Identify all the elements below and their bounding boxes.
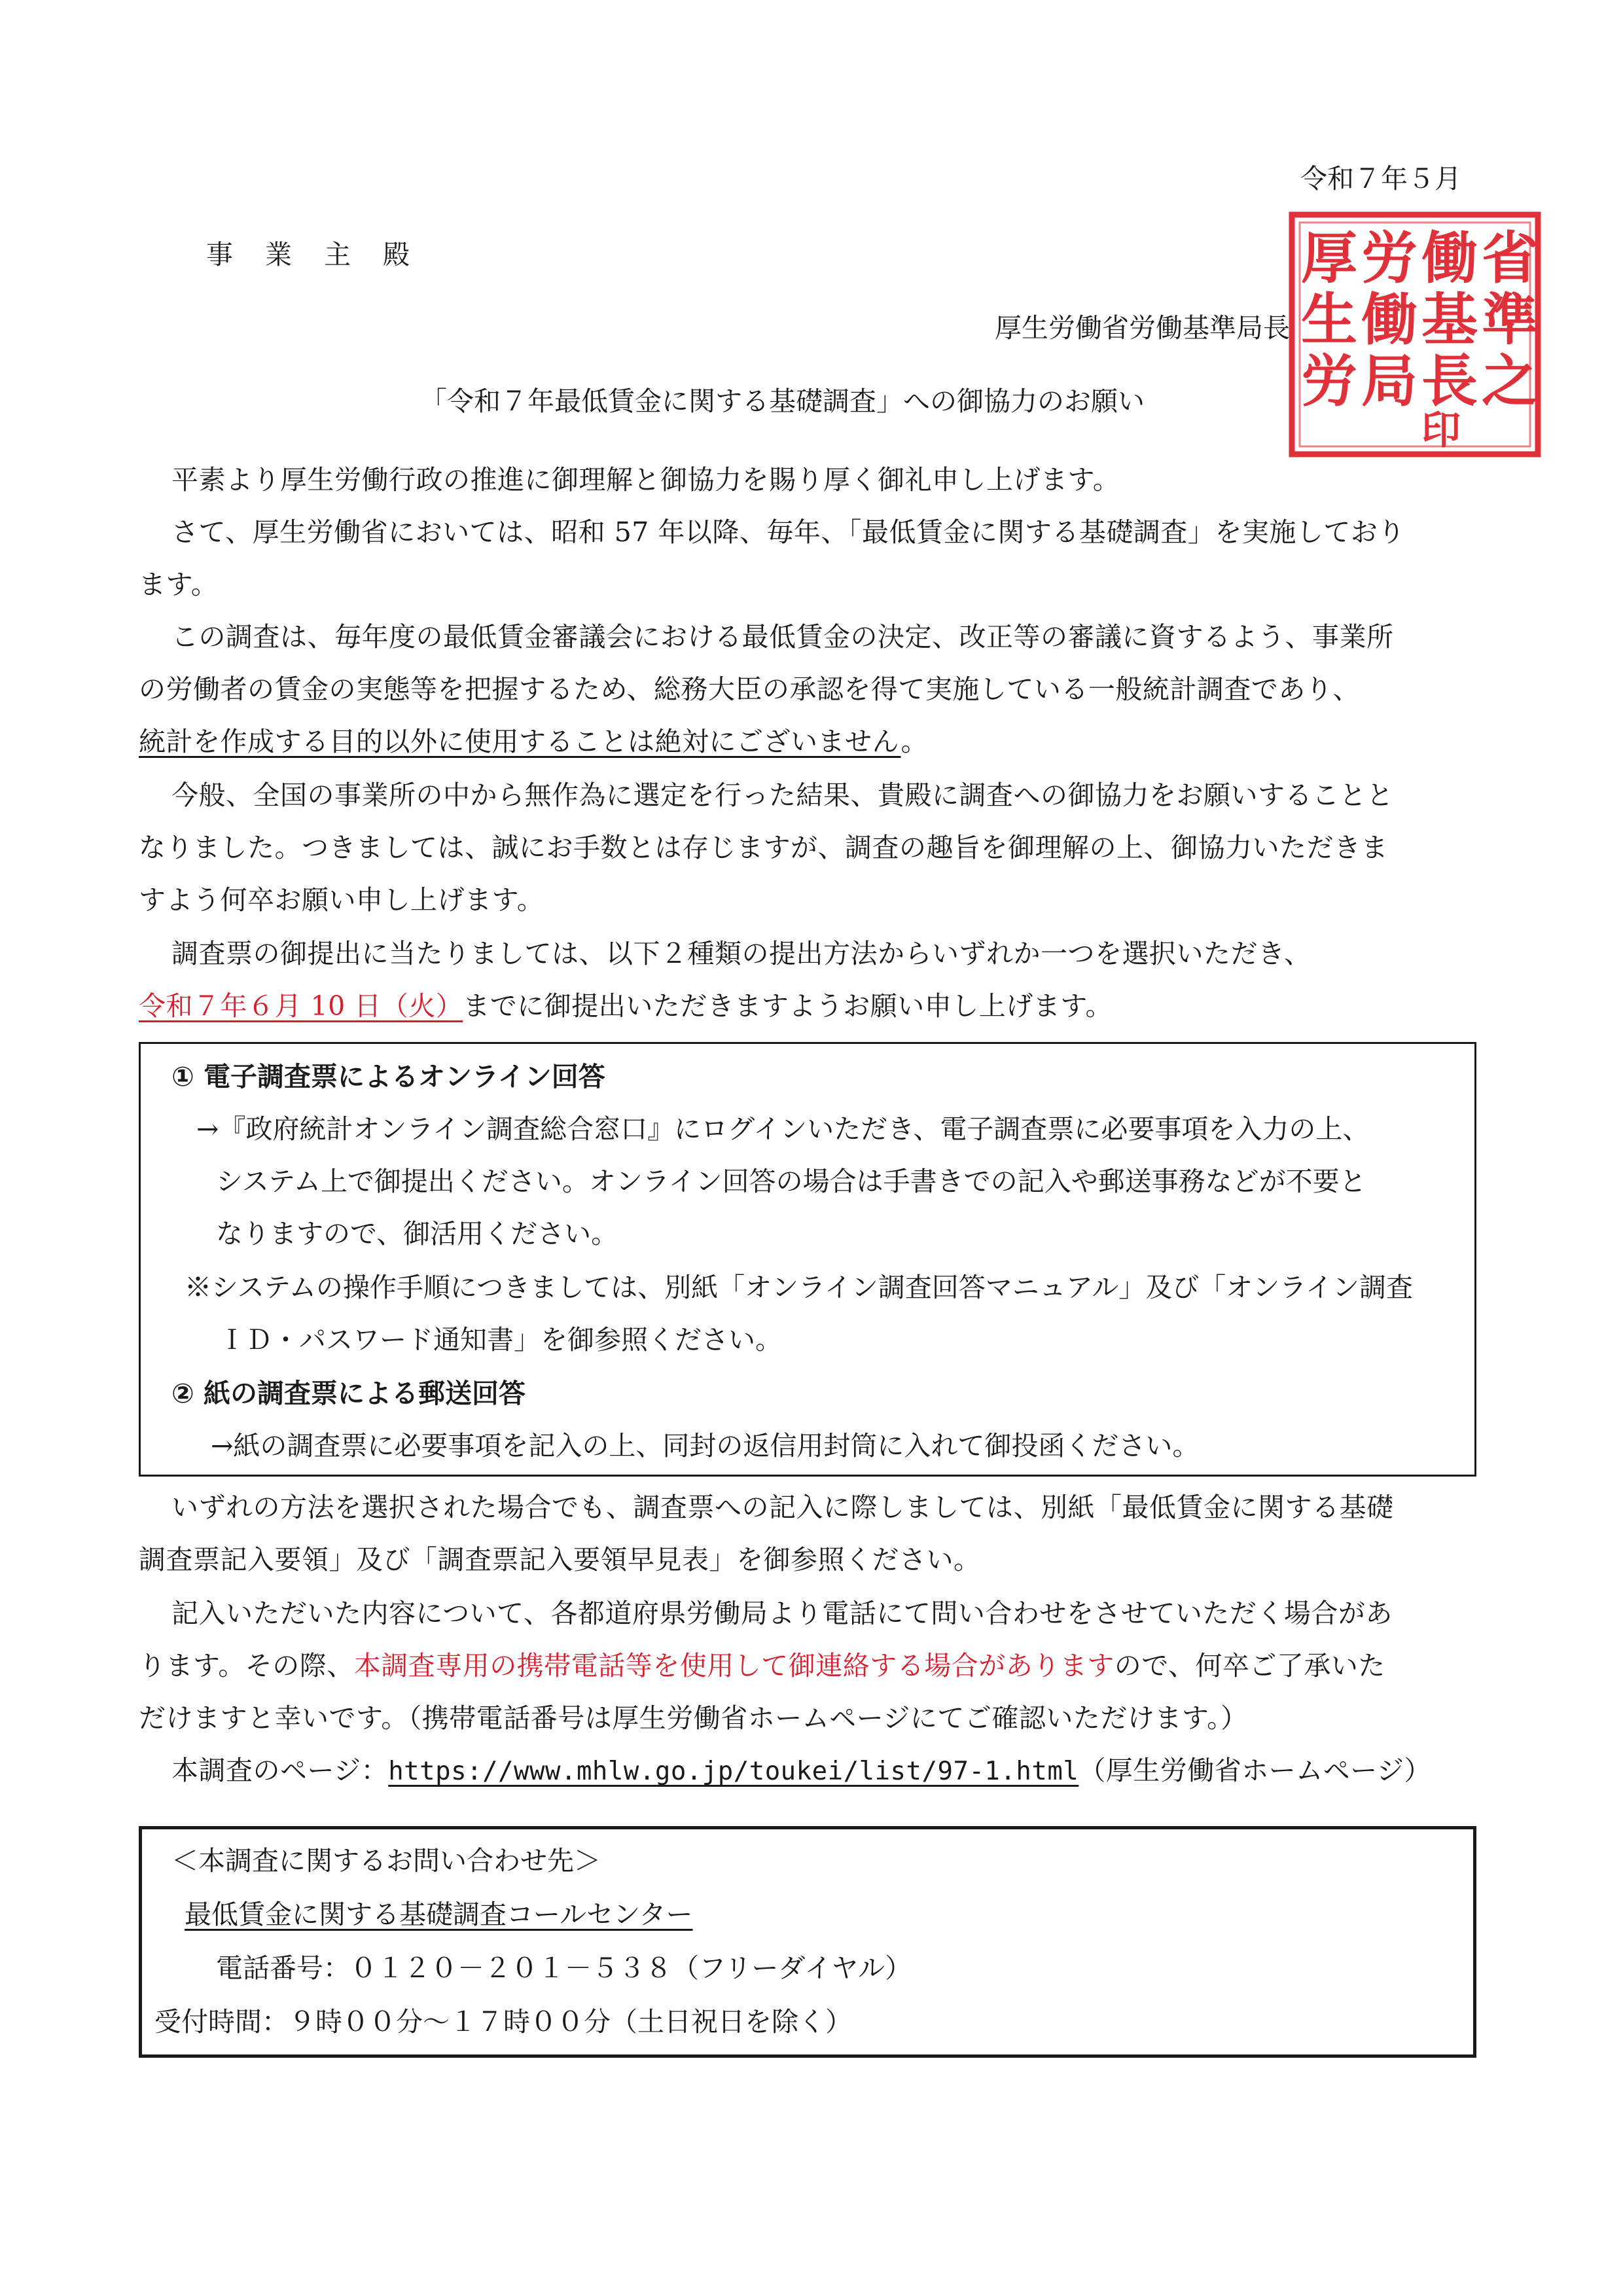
svg-text:働: 働: [1421, 225, 1478, 291]
period: 。: [901, 726, 928, 757]
survey-page-label: 本調査のページ：: [171, 1755, 389, 1786]
svg-text:基: 基: [1421, 287, 1478, 353]
body-paragraph-4-line-3: すよう何卒お願い申し上げます。: [139, 884, 544, 916]
method-1-note-line-2: ＩＤ・パスワード通知書」を御参照ください。: [219, 1324, 782, 1355]
svg-text:局: 局: [1361, 348, 1418, 414]
method-2-line-1: →紙の調査票に必要事項を記入の上、同封の返信用封筒に入れて御投函ください。: [211, 1430, 1200, 1462]
body-paragraph-5-line-1: 調査票の御提出に当たりましては、以下２種類の提出方法からいずれか一つを選択いただき、: [171, 938, 1311, 969]
call-center-name: 最低賃金に関する基礎調査コールセンター: [185, 1899, 693, 1930]
body-paragraph-2-line-2: ます。: [139, 569, 219, 600]
contact-hours: 受付時間：９時００分～１７時００分（土日祝日を除く）: [154, 2006, 852, 2037]
method-1-line-3: なりますので、御活用ください。: [216, 1218, 618, 1249]
svg-text:労: 労: [1361, 225, 1418, 291]
method-2-title: ② 紙の調査票による郵送回答: [171, 1378, 526, 1409]
body-paragraph-7-line-2: [139, 1644, 1385, 1683]
official-seal-stamp: [1288, 211, 1542, 458]
method-1-note-line-1: ※システムの操作手順につきましては、別紙「オンライン調査回答マニュアル」及び「オンライン調査: [185, 1272, 1413, 1303]
body-paragraph-3-line-1: この調査は、毎年度の最低賃金審議会における最低賃金の決定、改正等の審議に資するよう、事業所: [171, 621, 1394, 653]
body-paragraph-6-line-2: 調査票記入要領」及び「調査票記入要領早見表」を御参照ください。: [139, 1544, 981, 1575]
body-paragraph-4-line-1: 今般、全国の事業所の中から無作為に選定を行った結果、貴殿に調査への御協力をお願いすることと: [171, 780, 1394, 811]
method-1-title: ① 電子調査票によるオンライン回答: [171, 1061, 605, 1092]
addressee: 事 業 主 殿: [206, 239, 412, 270]
body-paragraph-1: 平素より厚生労働行政の推進に御理解と御協力を賜り厚く御礼申し上げます。: [171, 464, 1120, 495]
emphasis-privacy-statement: 統計を作成する目的以外に使用することは絶対にございません: [139, 726, 901, 757]
method-1-line-1: →『政府統計オンライン調査総合窓口』にログインいただき、電子調査票に必要事項を入力の上、: [196, 1113, 1370, 1145]
svg-text:省: 省: [1482, 225, 1538, 291]
document-title: 「令和７年最低賃金に関する基礎調査」への御協力のお願い: [420, 386, 1145, 417]
body-paragraph-6-line-1: いずれの方法を選択された場合でも、調査票への記入に際しましては、別紙「最低賃金に関する基礎: [171, 1492, 1394, 1523]
svg-text:生: 生: [1301, 287, 1357, 353]
contact-phone: 電話番号：０１２０－２０１－５３８（フリーダイヤル）: [216, 1952, 912, 1984]
svg-text:印: 印: [1421, 408, 1461, 454]
svg-text:厚: 厚: [1301, 225, 1357, 291]
body-paragraph-3-line-3: [139, 720, 928, 759]
survey-page-suffix: （厚生労働省ホームページ）: [1079, 1755, 1431, 1786]
svg-text:之: 之: [1482, 348, 1538, 414]
svg-text:労: 労: [1301, 348, 1357, 414]
submission-deadline: 令和７年６月 10 日（火）: [139, 990, 463, 1022]
body-paragraph-7-line-3: だけますと幸いです。（携帯電話番号は厚生労働省ホームページにてご確認いただけます。）: [139, 1702, 1248, 1734]
paragraph-7-text-b: ので、何卒ご了承いた: [1114, 1650, 1385, 1681]
deadline-request-text: までに御提出いただきますようお願い申し上げます。: [463, 990, 1113, 1022]
body-paragraph-7-line-1: 記入いただいた内容について、各都道府県労働局より電話にて問い合わせをさせていただく場合があ: [171, 1598, 1393, 1629]
method-1-line-2: システム上で御提出ください。オンライン回答の場合は手書きでの記入や郵送事務などが不要と: [216, 1166, 1366, 1197]
sender-title: 厚生労働省労働基準局長: [995, 312, 1290, 344]
paragraph-7-text-a: ります。その際、: [139, 1650, 354, 1681]
survey-page-link[interactable]: https://www.mhlw.go.jp/toukei/list/97-1.html: [388, 1757, 1079, 1786]
contact-heading: ＜本調査に関するお問い合わせ先＞: [171, 1845, 601, 1876]
survey-page-line: [171, 1749, 1431, 1787]
body-paragraph-3-line-2: の労働者の賃金の実態等を把握するため、総務大臣の承認を得て実施している一般統計調査であり、: [139, 673, 1360, 705]
svg-text:準: 準: [1482, 287, 1538, 353]
svg-text:長: 長: [1421, 348, 1478, 414]
body-paragraph-4-line-2: なりました。つきましては、誠にお手数とは存じますが、調査の趣旨を御理解の上、御協力いただきま: [139, 832, 1388, 863]
document-date: 令和７年５月: [1300, 163, 1461, 194]
mobile-phone-notice: 本調査専用の携帯電話等を使用して御連絡する場合があります: [353, 1650, 1115, 1681]
body-paragraph-2-line-1: さて、厚生労働省においては、昭和 57 年以降、毎年、「最低賃金に関する基礎調査」を実施しており: [171, 516, 1405, 548]
body-paragraph-5-line-2: [139, 984, 1113, 1023]
svg-text:働: 働: [1361, 287, 1418, 353]
